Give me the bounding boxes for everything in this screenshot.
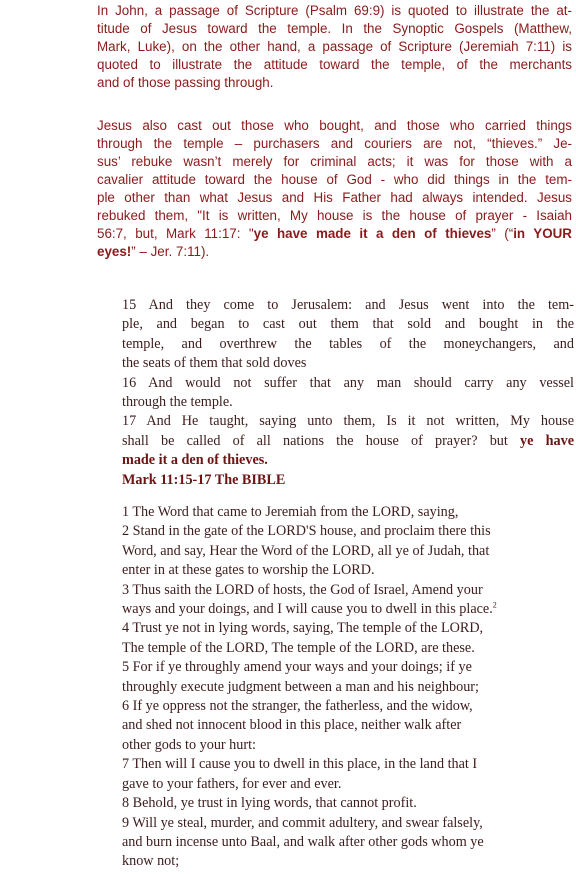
verse-line [122, 432, 574, 451]
bold-phrase: eyes! [97, 244, 132, 259]
verse-line: 17 And He taught, saying unto them, Is it not written, My house [122, 413, 574, 430]
text-run: 56:7, but, Mark 11:17: " [97, 226, 254, 241]
verse-line: the seats of them that sold doves [122, 355, 307, 372]
text-line: titude of Jesus toward the temple. In the Synoptic Gospels (Matthew, [97, 21, 572, 36]
commentary-paragraph-2 [97, 117, 572, 261]
text-line: sus’ rebuke wasn’t merely for criminal acts; it was for those with a [97, 154, 572, 169]
verse-line: and shed not innocent blood in this place, neither walk after [122, 717, 462, 734]
text-run: shall be called of all nations the house of prayer? but [122, 432, 521, 449]
text-line-emphasis [97, 243, 572, 261]
text-line-emphasis [97, 225, 572, 243]
verse-line: 9 Will ye steal, murder, and commit adultery, and swear falsely, [122, 814, 483, 831]
text-line: Jesus also cast out those who bought, and those who carried things [97, 118, 572, 133]
bold-quote: ye have made it a den of thieves [253, 226, 492, 241]
passage-reference: Mark 11:15-17 The BIBLE [122, 471, 286, 488]
verse-line: 6 If ye oppress not the stranger, the fatherless, and the widow, [122, 698, 473, 715]
verse-line: through the temple. [122, 394, 233, 411]
verse-line: know not; [122, 853, 180, 870]
verse-line: throughly execute judgment between a man and his neighbour; [122, 678, 479, 695]
verse-line: temple, and overthrew the tables of the moneychangers, and [122, 335, 574, 352]
verse-line [122, 600, 574, 619]
verse-line: 8 Behold, ye trust in lying words, that cannot profit. [122, 795, 417, 812]
text-run: ” – Jer. 7:11). [131, 244, 210, 259]
verse-line: 16 And would not suffer that any man should carry any vessel [122, 374, 574, 391]
verse-line: The temple of the LORD, The temple of the LORD, are these. [122, 639, 475, 656]
text-line: Mark, Luke), on the other hand, a passage of Scripture (Jeremiah 7:11) is [97, 39, 572, 54]
jeremiah-passage [122, 503, 574, 872]
text-line: quoted to illustrate the attitude toward the temple, of the merchants [97, 57, 572, 72]
verse-line: other gods to your hurt: [122, 736, 256, 753]
verse-line: enter in at these gates to worship the LORD. [122, 562, 375, 579]
text-line: and of those passing through. [97, 75, 274, 90]
verse-line: 4 Trust ye not in lying words, saying, The temple of the LORD, [122, 620, 484, 637]
verse-line-bold: made it a den of thieves. [122, 452, 268, 469]
text-line: cavalier attitude toward the house of God - who did things in the tem- [97, 172, 572, 187]
text-run: ” (“ [491, 226, 514, 241]
verse-line: 1 The Word that came to Jeremiah from the LORD, saying, [122, 504, 459, 520]
verse-line: 2 Stand in the gate of the LORD'S house, and proclaim there this [122, 523, 491, 540]
text-run: ways and your doings, and I will cause you to dwell in this place. [122, 601, 493, 618]
text-line: through the temple – purchasers and couriers are not, “thieves.” Je- [97, 136, 572, 151]
verse-line: 5 For if ye throughly amend your ways and your doings; if ye [122, 659, 472, 676]
mark-passage [122, 296, 574, 490]
verse-line: 7 Then will I cause you to dwell in this place, in the land that I [122, 756, 478, 773]
bold-phrase: in YOUR [513, 226, 572, 241]
verse-line: 3 Thus saith the LORD of hosts, the God of Israel, Amend your [122, 581, 483, 598]
text-line: rebuked them, "It is written, My house is the house of prayer - Isaiah [97, 208, 572, 223]
text-line: ple other than what Jesus and His Father had always intended. Jesus [97, 190, 572, 205]
bold-phrase: ye have [520, 432, 574, 449]
verse-line: gave to your fathers, for ever and ever. [122, 775, 342, 792]
verse-line: ple, and began to cast out them that sold and bought in the [122, 316, 574, 333]
footnote-marker: 2 [492, 600, 497, 610]
verse-line: 15 And they come to Jerusalem: and Jesus went into the tem- [122, 297, 574, 313]
verse-line: Word, and say, Hear the Word of the LORD, all ye of Judah, that [122, 542, 490, 559]
verse-line: and burn incense unto Baal, and walk after other gods whom ye [122, 833, 484, 850]
text-line: In John, a passage of Scripture (Psalm 69:9) is quoted to illustrate the at- [97, 3, 572, 18]
commentary-paragraph-1 [97, 2, 572, 92]
